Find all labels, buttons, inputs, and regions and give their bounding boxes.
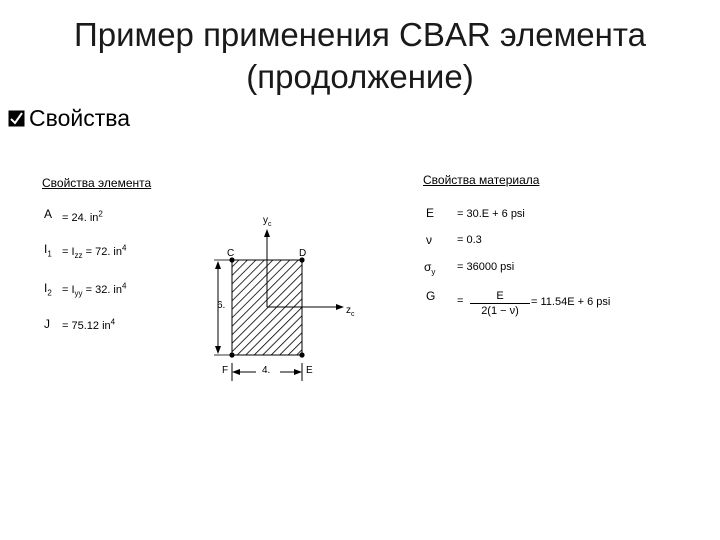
mat-value-sigma-y: = 36000 psi xyxy=(457,261,515,273)
prop-value-i2: = $I_{yy} = 32$. $in^4$ xyxy=(62,281,127,299)
mat-symbol-g: G xyxy=(426,289,436,303)
z-axis-label: $z_c$ xyxy=(346,305,355,318)
width-dim-arrow-right-icon xyxy=(294,369,302,375)
mat-symbol-nu: ν xyxy=(426,233,432,247)
fraction-bar xyxy=(470,303,530,304)
mat-symbol-e: E xyxy=(426,206,435,220)
z-axis-arrow-icon xyxy=(336,304,344,310)
corner-f-dot xyxy=(229,352,234,357)
mat-symbol-sigma-y: $\sigma_y$ xyxy=(424,260,436,277)
bullet-label: Свойства xyxy=(29,105,130,131)
title-line-1: Пример применения CBAR элемента xyxy=(74,16,646,53)
prop-symbol-i2: $I_2$ xyxy=(44,281,52,298)
mat-g-denominator: 2(1 − ν) xyxy=(481,305,519,317)
corner-d-label: D xyxy=(299,248,307,259)
element-props-header: Свойства элемента xyxy=(42,176,152,190)
bullet-properties xyxy=(8,105,130,132)
prop-symbol-a: A xyxy=(44,207,53,221)
width-dim-label: 4. xyxy=(262,365,271,376)
material-props-header: Свойства материала xyxy=(423,173,540,187)
height-dim-arrow-top-icon xyxy=(215,261,221,269)
height-dim-arrow-bottom-icon xyxy=(215,346,221,354)
corner-f-label: F xyxy=(222,365,229,376)
mat-value-e: = 30.E + 6 psi xyxy=(457,208,525,220)
cross-section-figure xyxy=(200,205,370,390)
prop-value-area: = 24. $in^2$ xyxy=(62,209,103,224)
corner-e-dot xyxy=(299,352,304,357)
slide-title xyxy=(0,14,720,98)
mat-g-fraction xyxy=(470,290,530,317)
height-dim-label: 6. xyxy=(217,300,226,311)
corner-c-label: C xyxy=(227,248,235,259)
prop-symbol-j: J xyxy=(44,317,50,331)
mat-value-g: = 11.54E + 6 psi xyxy=(531,296,611,308)
y-axis-label: $y_c$ xyxy=(263,215,272,228)
prop-symbol-i1: $I_1$ xyxy=(44,242,52,259)
prop-value-i1: = $I_{zz} = 72$. $in^4$ xyxy=(62,243,127,261)
prop-value-j: = 75.12 $in^4$ xyxy=(62,317,116,332)
mat-value-nu: = 0.3 xyxy=(457,234,482,246)
title-line-2: (продолжение) xyxy=(246,58,474,95)
corner-e-label: E xyxy=(306,365,313,376)
cross-section-diagram xyxy=(200,205,370,385)
y-axis-arrow-icon xyxy=(264,229,270,237)
mat-g-eq: = xyxy=(457,295,464,307)
checkbox-bullet-icon xyxy=(8,110,25,127)
mat-g-numerator: E xyxy=(496,290,504,302)
width-dim-arrow-left-icon xyxy=(232,369,240,375)
